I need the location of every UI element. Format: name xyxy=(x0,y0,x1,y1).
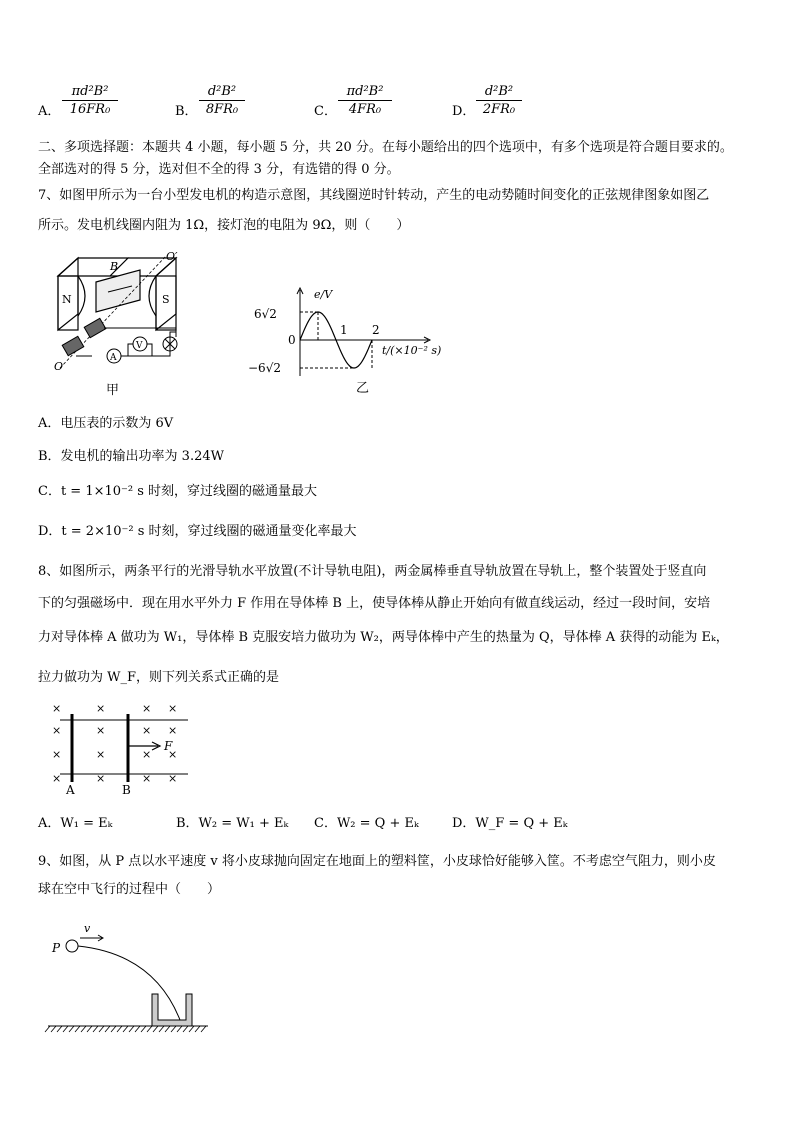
field-cross: × xyxy=(142,748,152,761)
q9-projectile-figure xyxy=(44,918,212,1042)
ground-hatch-line xyxy=(99,1026,104,1032)
ground-hatch-line xyxy=(87,1026,92,1032)
ground-hatch-line xyxy=(183,1026,188,1032)
ground-hatch-line xyxy=(63,1026,68,1032)
ground-hatch-line xyxy=(123,1026,128,1032)
ground-hatch-line xyxy=(159,1026,164,1032)
ground-hatch-line xyxy=(135,1026,140,1032)
ground-hatch-line xyxy=(147,1026,152,1032)
velocity-label: v xyxy=(84,922,91,935)
field-cross: × xyxy=(52,724,62,737)
q8-line4: 拉力做功为 W_F，则下列关系式正确的是 xyxy=(38,670,280,685)
ground-hatch-line xyxy=(165,1026,170,1032)
ground-hatch-line xyxy=(111,1026,116,1032)
q7-line1: 7、如图甲所示为一台小型发电机的构造示意图，其线圈逆时针转动，产生的电动势随时间变化的正弦规律图象如图乙 xyxy=(38,188,710,203)
ground-hatch-line xyxy=(75,1026,80,1032)
basket-icon xyxy=(152,994,192,1026)
q7-option-c: C．t = 1×10⁻² s 时刻，穿过线圈的磁通量最大 xyxy=(38,484,318,499)
q6-option-d-fraction xyxy=(476,84,522,117)
field-cross: × xyxy=(52,748,62,761)
q9-line1: 9、如图，从 P 点以水平速度 v 将小皮球抛向固定在地面上的塑料筐，小皮球恰好能够入筐。不考虑空气阻力，则小皮 xyxy=(38,854,716,869)
generator-s-label: S xyxy=(162,293,170,306)
q6-option-b-fraction xyxy=(199,84,245,117)
generator-o-label: O xyxy=(54,360,64,373)
q6-option-b-label: B． xyxy=(175,104,198,119)
q7-option-a: A．电压表的示数为 6V xyxy=(38,416,174,431)
point-p-label: P xyxy=(52,941,61,955)
q8-option-c: C．W₂ = Q + Eₖ xyxy=(314,816,419,831)
voltmeter-label: V xyxy=(136,341,143,351)
ground-hatch-line xyxy=(129,1026,134,1032)
field-cross: × xyxy=(168,772,178,785)
q7-option-d: D．t = 2×10⁻² s 时刻，穿过线圈的磁通量变化率最大 xyxy=(38,524,357,539)
field-cross: × xyxy=(168,702,178,715)
force-label: F xyxy=(164,739,173,753)
q8-option-d: D．W_F = Q + Eₖ xyxy=(452,816,568,831)
ground-hatch-line xyxy=(177,1026,182,1032)
ground-hatch-line xyxy=(69,1026,74,1032)
q7-option-b: B．发电机的输出功率为 3.24W xyxy=(38,449,224,464)
q6-option-a-numerator: πd²B² xyxy=(62,84,118,101)
q8-line2: 下的匀强磁场中．现在用水平外力 F 作用在导体棒 B 上，使导体棒从静止开始向有做直线运动，经过一段时间，安培 xyxy=(38,596,711,611)
generator-n-label: N xyxy=(62,293,72,306)
q8-rails-figure xyxy=(44,700,196,798)
ground-hatch-line xyxy=(153,1026,158,1032)
field-cross: × xyxy=(96,724,106,737)
ball-icon xyxy=(66,940,78,952)
field-cross: × xyxy=(96,702,106,715)
q8-line1: 8、如图所示，两条平行的光滑导轨水平放置(不计导轨电阻)，两金属棒垂直导轨放置在导轨上，整个装置处于竖直向 xyxy=(38,564,707,579)
q6-option-d-denominator: 2FR₀ xyxy=(482,102,516,117)
ground-hatch-line xyxy=(189,1026,194,1032)
section2-line2: 全部选对的得 5 分，选对但不全的得 3 分，有选错的得 0 分。 xyxy=(38,162,400,177)
field-cross: × xyxy=(96,772,106,785)
q6-option-b-denominator: 8FR₀ xyxy=(205,102,239,117)
field-cross: × xyxy=(168,748,178,761)
fig-jia-caption: 甲 xyxy=(106,383,120,398)
generator-b-label: B xyxy=(110,260,119,273)
q7-generator-figure xyxy=(48,248,198,400)
ground-hatch-line xyxy=(51,1026,56,1032)
q6-option-a-label: A． xyxy=(38,104,61,119)
field-cross: × xyxy=(52,772,62,785)
q6-option-c-fraction xyxy=(338,84,392,117)
graph-x-label: t/(×10⁻² s) xyxy=(382,344,442,357)
field-cross: × xyxy=(96,748,106,761)
ground-hatch-line xyxy=(201,1026,206,1032)
rod-a-label: A xyxy=(66,783,75,797)
q8-line3: 力对导体棒 A 做功为 W₁，导体棒 B 克服安培力做功为 W₂，两导体棒中产生的热量为 Q，导体棒 A 获得的动能为 Eₖ， xyxy=(38,630,729,645)
q6-option-b-numerator: d²B² xyxy=(199,84,245,101)
q8-option-b: B．W₂ = W₁ + Eₖ xyxy=(176,816,289,831)
graph-y-top: 6√2 xyxy=(254,307,277,321)
q9-line2: 球在空中飞行的过程中（ ） xyxy=(38,882,221,897)
field-cross: × xyxy=(52,702,62,715)
ground-hatch-line xyxy=(171,1026,176,1032)
q6-option-c-denominator: 4FR₀ xyxy=(348,102,382,117)
ground-hatch-line xyxy=(57,1026,62,1032)
generator-o-prime-label: O′ xyxy=(166,250,178,263)
ground-hatch-line xyxy=(81,1026,86,1032)
graph-y-bottom: −6√2 xyxy=(248,361,281,375)
ground-hatch xyxy=(45,1026,206,1032)
graph-y-label: e/V xyxy=(314,288,333,301)
ground-hatch-line xyxy=(45,1026,50,1032)
field-cross: × xyxy=(168,724,178,737)
ground-hatch-line xyxy=(105,1026,110,1032)
graph-origin: 0 xyxy=(288,333,296,347)
graph-tick-1: 1 xyxy=(340,323,348,337)
field-cross: × xyxy=(142,724,152,737)
q7-emf-graph xyxy=(248,282,460,402)
ground-hatch-line xyxy=(93,1026,98,1032)
section2-line1: 二、多项选择题：本题共 4 小题，每小题 5 分，共 20 分。在每小题给出的四个选项中，有多个选项是符合题目要求的。 xyxy=(38,140,733,155)
ground-hatch-line xyxy=(141,1026,146,1032)
q6-option-d-numerator: d²B² xyxy=(476,84,522,101)
fig-yi-caption: 乙 xyxy=(356,381,370,396)
ground-hatch-line xyxy=(195,1026,200,1032)
q6-option-a-fraction xyxy=(62,84,118,117)
q6-option-c-numerator: πd²B² xyxy=(338,84,392,101)
q6-option-c-label: C． xyxy=(314,104,337,119)
q8-option-a: A．W₁ = Eₖ xyxy=(38,816,113,831)
field-cross: × xyxy=(142,702,152,715)
ammeter-label: A xyxy=(110,353,117,363)
ground-hatch-line xyxy=(117,1026,122,1032)
rod-b-label: B xyxy=(122,783,131,797)
q6-option-a-denominator: 16FR₀ xyxy=(69,102,111,117)
field-cross: × xyxy=(142,772,152,785)
q6-option-d-label: D． xyxy=(452,104,476,119)
q7-line2: 所示。发电机线圈内阻为 1Ω，接灯泡的电阻为 9Ω，则（ ） xyxy=(38,218,410,233)
graph-tick-2: 2 xyxy=(372,323,380,337)
